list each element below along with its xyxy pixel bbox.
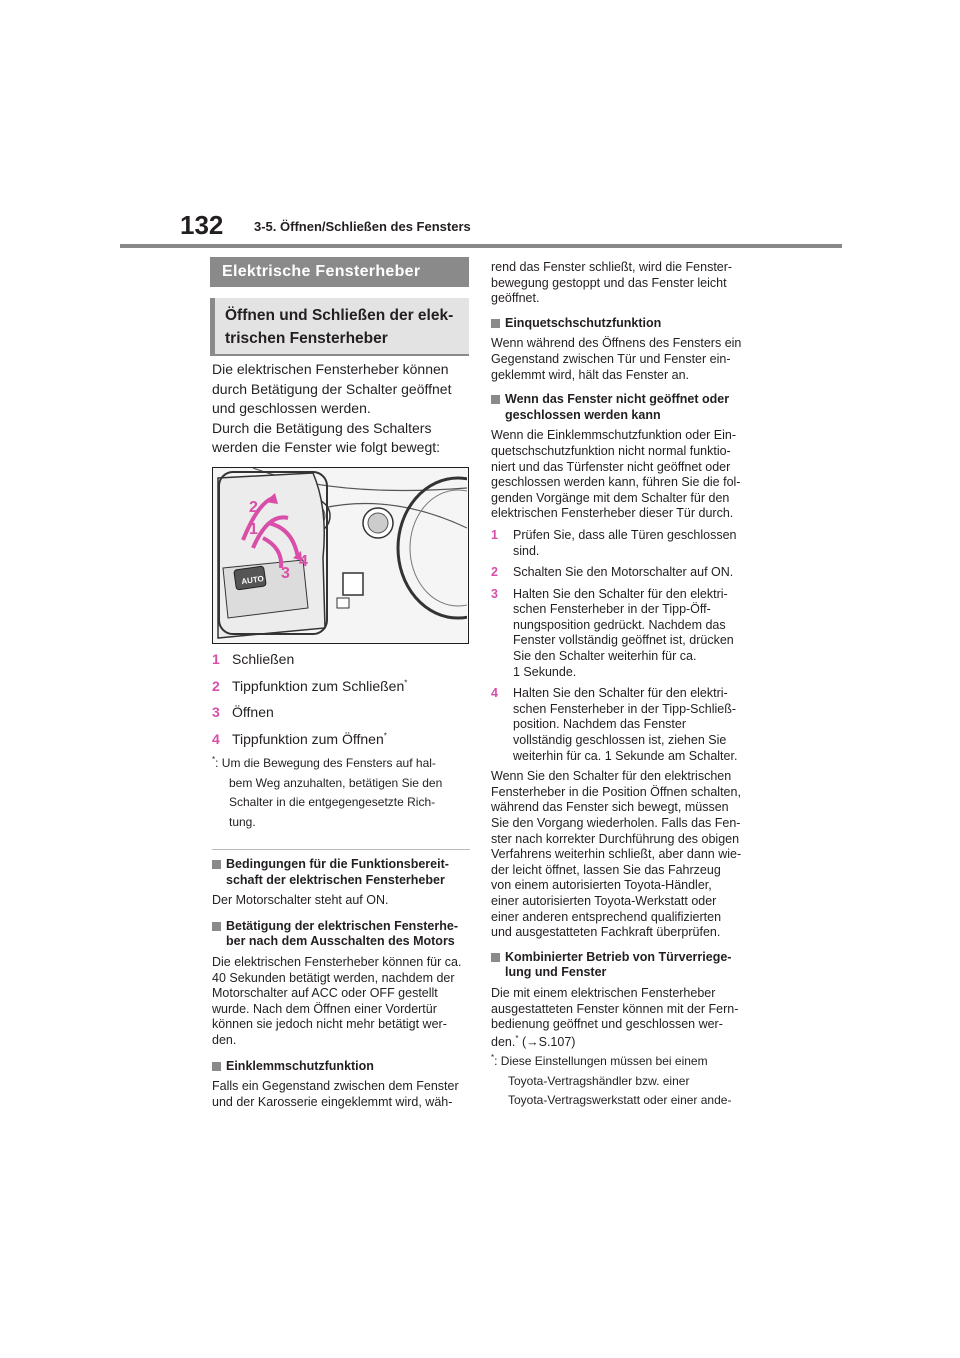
intro-text (212, 360, 472, 458)
step-line: Halten Sie den Schalter für den elektri- (513, 686, 728, 701)
section-title: 3-5. Öffnen/Schließen des Fensters (254, 219, 471, 234)
figure-label-3: 3 (281, 565, 290, 582)
heading-line: Betätigung der elektrischen Fensterhe- (226, 918, 459, 933)
step-item (491, 587, 759, 681)
body-line: wurde. Nach dem Öffnen einer Vordertür (212, 1001, 437, 1016)
body-line: elektrischen Fensterheber dieser Tür durch. (491, 506, 734, 521)
body-line: Wenn während des Öffnens des Fensters ein (491, 336, 742, 351)
procedure-steps (491, 528, 759, 764)
heading-sub-line2: trischen Fensterheber (225, 330, 388, 347)
header-rule (120, 244, 842, 248)
section-body (491, 986, 759, 1050)
intro-line: Durch die Betätigung des Schalters (212, 419, 432, 436)
footnote-line: Schalter in die entgegengesetzte Rich- (229, 795, 436, 809)
step-line: schen Fensterheber in der Tipp-Öff- (513, 602, 711, 617)
heading-sub-line1: Öffnen und Schließen der elek- (225, 307, 454, 324)
footnote-line: Toyota-Vertragshändler bzw. einer (508, 1073, 690, 1088)
legend-star: * (404, 677, 408, 687)
heading-line: Bedingungen für die Funktionsbereit- (226, 857, 449, 871)
section-heading (491, 316, 759, 332)
legend-number: 1 (212, 651, 220, 667)
footnote-line: : Um die Bewegung des Fensters auf hal- (215, 756, 436, 770)
step-line: schen Fensterheber in der Tipp-Schließ- (513, 701, 737, 716)
step-line: position. Nachdem das Fenster (513, 717, 687, 732)
body-line: der leicht öffnet, lassen Sie das Fahrzeug (491, 862, 721, 877)
footnote (491, 1052, 759, 1111)
window-switch-illustration (212, 467, 469, 644)
body-line: Sie den Vorgang wiederholen. Falls das Fen- (491, 816, 741, 830)
step-line: Prüfen Sie, dass alle Türen geschlossen (513, 527, 737, 542)
legend-item (212, 729, 472, 756)
legend-item (212, 676, 472, 703)
body-line: ster nach korrekter Durchführung des obigen (491, 831, 740, 846)
heading-main: Elektrische Fensterheber (210, 257, 469, 287)
section-body (212, 1079, 474, 1110)
body-line: Verfahrens weiterhin schließt, aber dann wie- (491, 847, 742, 862)
continued-text (491, 260, 759, 307)
footnote-star: * (515, 1033, 519, 1043)
step-line: Schalten Sie den Motorschalter auf ON. (513, 565, 734, 580)
body-line: Wenn die Einklemmschutzfunktion oder Ein- (491, 428, 737, 443)
step-line: vollständig geschlossen ist, ziehen Sie (513, 733, 727, 748)
step-item (491, 528, 759, 559)
legend-number: 3 (212, 704, 220, 720)
intro-line: und geschlossen werden. (212, 400, 371, 416)
switch-auto-label: AUTO (240, 574, 265, 587)
body-line: bedienung geöffnet und geschlossen wer- (491, 1017, 723, 1032)
step-number: 3 (491, 586, 498, 601)
heading-line: Einklemmschutzfunktion (226, 1058, 374, 1073)
section-body (491, 336, 759, 383)
heading-line: ber nach dem Ausschalten des Motors (226, 934, 455, 949)
section-heading (491, 392, 759, 423)
footnote-line: bem Weg anzuhalten, betätigen Sie den (229, 775, 443, 790)
step-line: nungsposition gedrückt. Nachdem das (513, 617, 726, 632)
body-line: geöffnet. (491, 291, 540, 306)
heading-line: schaft der elektrischen Fensterheber (226, 872, 445, 887)
section-heading (491, 950, 759, 981)
heading-sub (210, 298, 469, 354)
step-line: Halten Sie den Schalter für den elektri- (513, 586, 728, 601)
body-line: Die elektrischen Fensterheber können für ca. (212, 954, 462, 969)
step-line: sind. (513, 543, 540, 558)
page-reference-link[interactable]: (→S.107) (518, 1034, 576, 1049)
figure-label-4: 4 (299, 553, 308, 570)
legend-text: Öffnen (232, 704, 274, 720)
body-line: einer autorisierten Toyota-Werkstatt oder (491, 893, 717, 908)
step-number: 1 (491, 527, 498, 542)
legend-text: Tippfunktion zum Schließen (232, 677, 405, 694)
body-line: Wenn Sie den Schalter für den elektrischen (491, 769, 732, 784)
step-line: 1 Sekunde. (513, 664, 577, 679)
footnote (212, 754, 470, 832)
footnote-line: tung. (229, 814, 256, 829)
section-heading (212, 857, 474, 888)
body-line: und ausgestatteten Fachkraft überprüfen. (491, 925, 721, 940)
body-line: Falls ein Gegenstand zwischen dem Fenster (212, 1079, 459, 1094)
figure-legend (212, 649, 472, 755)
body-line: einer anderen entsprechend qualifizierten (491, 909, 722, 924)
body-line: quetschschutzfunktion nicht normal funktio- (491, 443, 731, 458)
step-item (491, 686, 759, 764)
body-line: Die mit einem elektrischen Fensterheber (491, 985, 716, 1000)
body-line: 40 Sekunden betätigt werden, nachdem der (212, 970, 455, 985)
intro-line: Die elektrischen Fensterheber können (212, 361, 449, 377)
body-text: den. (491, 1034, 516, 1049)
footnote-marker: * (212, 755, 216, 764)
section-heading (212, 1059, 474, 1075)
legend-item (212, 649, 472, 676)
body-line: während das Fenster sich bewegt, müssen (491, 800, 729, 815)
heading-line: geschlossen werden kann (505, 407, 661, 422)
intro-line: durch Betätigung der Schalter geöffnet (212, 380, 452, 397)
footnote-line: : Diese Einstellungen müssen bei einem (494, 1054, 708, 1069)
separator-rule (212, 849, 470, 850)
body-line: von einem autorisierten Toyota-Händler, (491, 878, 712, 893)
heading-line: Kombinierter Betrieb von Türverriege- (505, 949, 732, 964)
section-heading (212, 919, 474, 950)
body-line (491, 1035, 759, 1051)
heading-line: Einquetschschutzfunktion (505, 315, 662, 330)
right-info-column (491, 260, 759, 1111)
heading-line: Wenn das Fenster nicht geöffnet oder (505, 392, 730, 407)
legend-text: Schließen (232, 651, 295, 667)
legend-number: 2 (212, 677, 220, 694)
body-line: geschlossen werden kann, führen Sie die fol- (491, 475, 741, 490)
section-body (212, 955, 474, 1049)
body-line: rend das Fenster schließt, wird die Fenster- (491, 260, 733, 274)
legend-number: 4 (212, 730, 220, 747)
body-line: geklemmt wird, hält das Fenster an. (491, 367, 689, 382)
legend-star: * (383, 730, 387, 740)
body-line: bewegung gestoppt und das Fenster leicht (491, 275, 727, 290)
step-number: 2 (491, 565, 498, 580)
body-line: den. (212, 1032, 237, 1047)
figure-label-2: 2 (249, 499, 258, 516)
legend-text: Tippfunktion zum Öffnen (232, 730, 384, 747)
intro-line: werden die Fenster wie folgt bewegt: (212, 439, 441, 455)
body-line: Fensterheber in die Position Öffnen schalten, (491, 784, 741, 799)
step-item (491, 565, 759, 581)
page-number: 132 (180, 210, 224, 240)
body-line: Der Motorschalter steht auf ON. (212, 893, 389, 908)
step-line: Sie den Schalter weiterhin für ca. (513, 649, 697, 664)
step-line: weiterhin für ca. 1 Sekunde am Schalter. (513, 748, 738, 763)
step-line: Fenster vollständig geöffnet ist, drücken (513, 633, 734, 648)
body-line: und der Karosserie eingeklemmt wird, wäh- (212, 1094, 453, 1109)
body-line: Gegenstand zwischen Tür und Fenster ein- (491, 351, 731, 366)
window-switch-drawing (213, 468, 467, 642)
body-line: niert und das Türfenster nicht geöffnet oder (491, 459, 731, 474)
heading-sub-rule (210, 354, 469, 356)
figure-label-1: 1 (249, 521, 258, 538)
footnote-line: Toyota-Vertragswerkstatt oder einer ande- (508, 1093, 732, 1108)
section-body (491, 769, 759, 941)
body-line: ausgestatteten Fenster können mit der Fern- (491, 1001, 739, 1016)
body-line: Motorschalter auf ACC oder OFF gestellt (212, 986, 438, 1001)
body-line: genden Vorgänge mit dem Schalter für den (491, 490, 730, 505)
step-number: 4 (491, 686, 498, 701)
footnote-marker: * (491, 1053, 495, 1063)
section-body (491, 428, 759, 522)
legend-item (212, 702, 472, 729)
body-line: können sie jedoch nicht mehr betätigt wer- (212, 1017, 447, 1032)
heading-line: lung und Fenster (505, 965, 607, 980)
left-info-column (212, 857, 474, 1110)
